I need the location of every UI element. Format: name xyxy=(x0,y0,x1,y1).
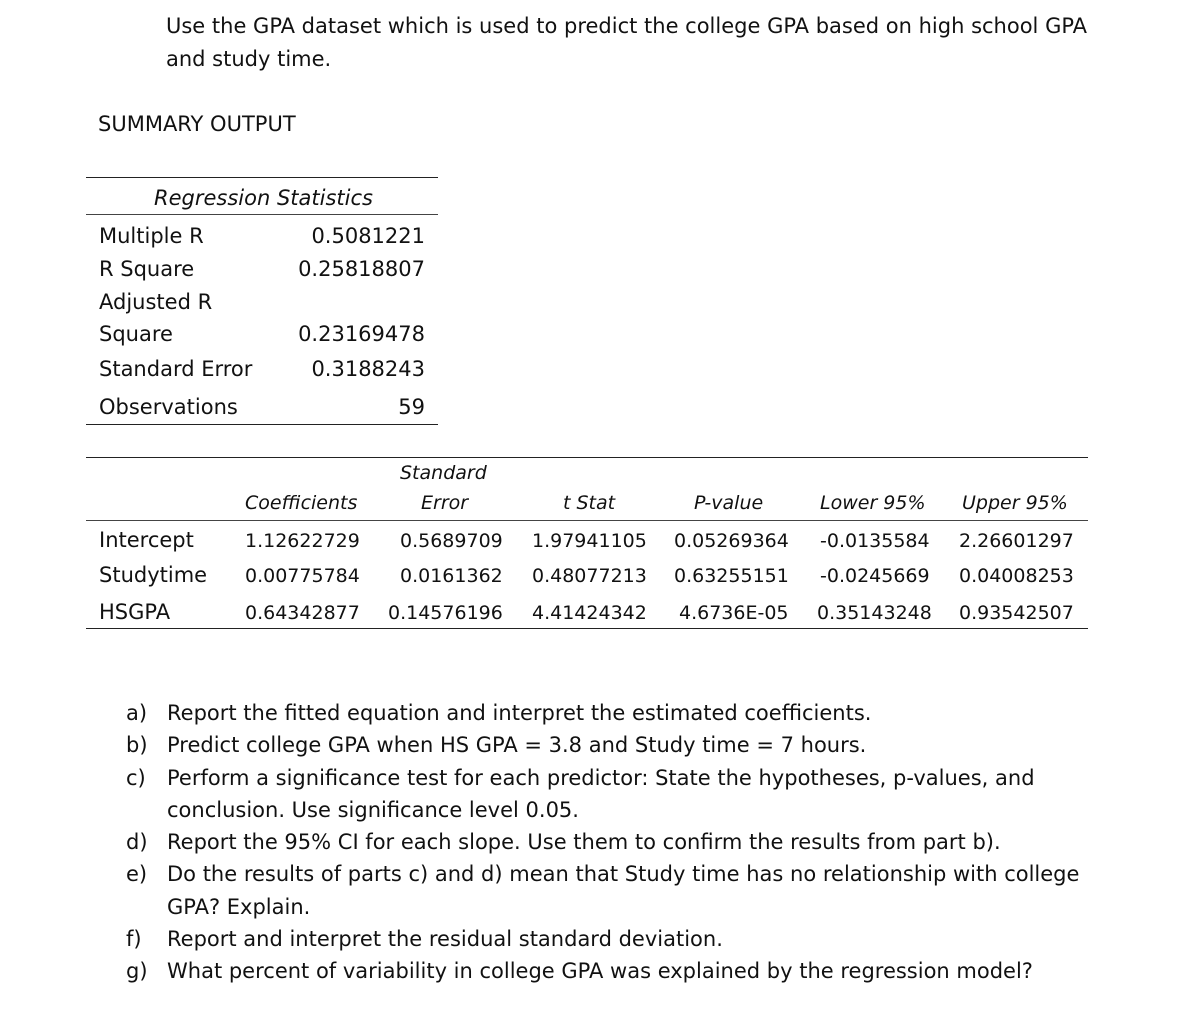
question-text: Report the 95% CI for each slope. Use them to confirm the results from part b). xyxy=(167,830,1001,855)
table-bottom-rule xyxy=(86,424,438,425)
upper-95-cell: 0.04008253 xyxy=(959,565,1074,587)
header-lower-95: Lower 95% xyxy=(820,492,926,514)
lower-95-cell: -0.0245669 xyxy=(820,565,930,587)
coef-cell: 1.12622729 xyxy=(245,530,360,552)
observations-label: Observations xyxy=(99,395,238,419)
question-letter: f) xyxy=(126,927,142,952)
coef-cell: 0.64342877 xyxy=(245,602,360,624)
question-letter: d) xyxy=(126,830,148,855)
question-text: Predict college GPA when HS GPA = 3.8 and Study time = 7 hours. xyxy=(167,733,867,758)
multiple-r-label: Multiple R xyxy=(99,224,204,248)
standard-error-label: Standard Error xyxy=(99,357,253,381)
header-standard-error-line-1: Standard xyxy=(400,462,487,484)
table-header-rule xyxy=(86,214,438,215)
header-upper-95: Upper 95% xyxy=(962,492,1068,514)
intro-line-2: and study time. xyxy=(166,47,332,71)
intro-line-1: Use the GPA dataset which is used to predict the college GPA based on high school GPA xyxy=(166,14,1088,38)
list-item xyxy=(126,858,1079,923)
list-item xyxy=(126,697,1079,729)
question-letter: a) xyxy=(126,701,148,725)
list-item xyxy=(126,729,1079,761)
row-label: Intercept xyxy=(99,528,194,552)
adjusted-r-square-label-line-1: Adjusted R xyxy=(99,290,213,314)
list-item xyxy=(126,923,1079,955)
question-text: Report and interpret the residual standard deviation. xyxy=(167,927,723,952)
standard-error-value: 0.3188243 xyxy=(311,357,425,381)
question-text: GPA? Explain. xyxy=(167,894,311,919)
lower-95-cell: -0.0135584 xyxy=(820,530,930,552)
list-item xyxy=(126,955,1079,987)
upper-95-cell: 2.26601297 xyxy=(959,530,1074,552)
coef-table-top-rule xyxy=(86,457,1088,458)
t-stat-cell: 1.97941105 xyxy=(532,530,647,552)
question-letter: c) xyxy=(126,765,146,790)
t-stat-cell: 4.41424342 xyxy=(532,602,647,624)
list-item xyxy=(126,762,1079,827)
question-list xyxy=(126,697,1079,988)
coef-table-bottom-rule xyxy=(86,628,1088,629)
multiple-r-value: 0.5081221 xyxy=(311,224,425,248)
question-text: Do the results of parts c) and d) mean that Study time has no relationship with college xyxy=(167,862,1080,887)
header-p-value: P-value xyxy=(694,492,764,514)
se-cell: 0.0161362 xyxy=(400,565,503,587)
p-value-cell: 0.05269364 xyxy=(674,530,789,552)
question-text: What percent of variability in college GPA was explained by the regression model? xyxy=(167,959,1033,984)
list-item xyxy=(126,826,1079,858)
header-standard-error-line-2: Error xyxy=(421,492,469,514)
question-text: Perform a significance test for each predictor: State the hypotheses, p-values, and xyxy=(167,765,1035,790)
p-value-cell: 0.63255151 xyxy=(674,565,789,587)
question-letter: e) xyxy=(126,862,148,887)
t-stat-cell: 0.48077213 xyxy=(532,565,647,587)
se-cell: 0.14576196 xyxy=(388,602,503,624)
r-square-label: R Square xyxy=(99,257,195,281)
question-text: Report the fitted equation and interpret the estimated coefficients. xyxy=(167,701,872,725)
regression-statistics-title: Regression Statistics xyxy=(154,186,373,210)
header-coefficients: Coefficients xyxy=(245,492,358,514)
coef-table-header-rule xyxy=(86,520,1088,521)
intro-text xyxy=(166,10,1087,76)
question-letter: g) xyxy=(126,959,148,984)
adjusted-r-square-value: 0.23169478 xyxy=(298,322,425,346)
summary-output-title: SUMMARY OUTPUT xyxy=(98,112,296,136)
question-text: conclusion. Use significance level 0.05. xyxy=(167,797,579,822)
table-top-rule xyxy=(86,177,438,178)
row-label: Studytime xyxy=(99,563,208,587)
lower-95-cell: 0.35143248 xyxy=(817,602,932,624)
observations-value: 59 xyxy=(398,395,425,419)
coef-cell: 0.00775784 xyxy=(245,565,360,587)
upper-95-cell: 0.93542507 xyxy=(959,602,1074,624)
se-cell: 0.5689709 xyxy=(400,530,503,552)
header-t-stat: t Stat xyxy=(563,492,616,514)
p-value-cell: 4.6736E-05 xyxy=(679,602,789,624)
adjusted-r-square-label-line-2: Square xyxy=(99,322,173,346)
r-square-value: 0.25818807 xyxy=(298,257,425,281)
row-label: HSGPA xyxy=(99,600,171,624)
question-letter: b) xyxy=(126,733,148,758)
